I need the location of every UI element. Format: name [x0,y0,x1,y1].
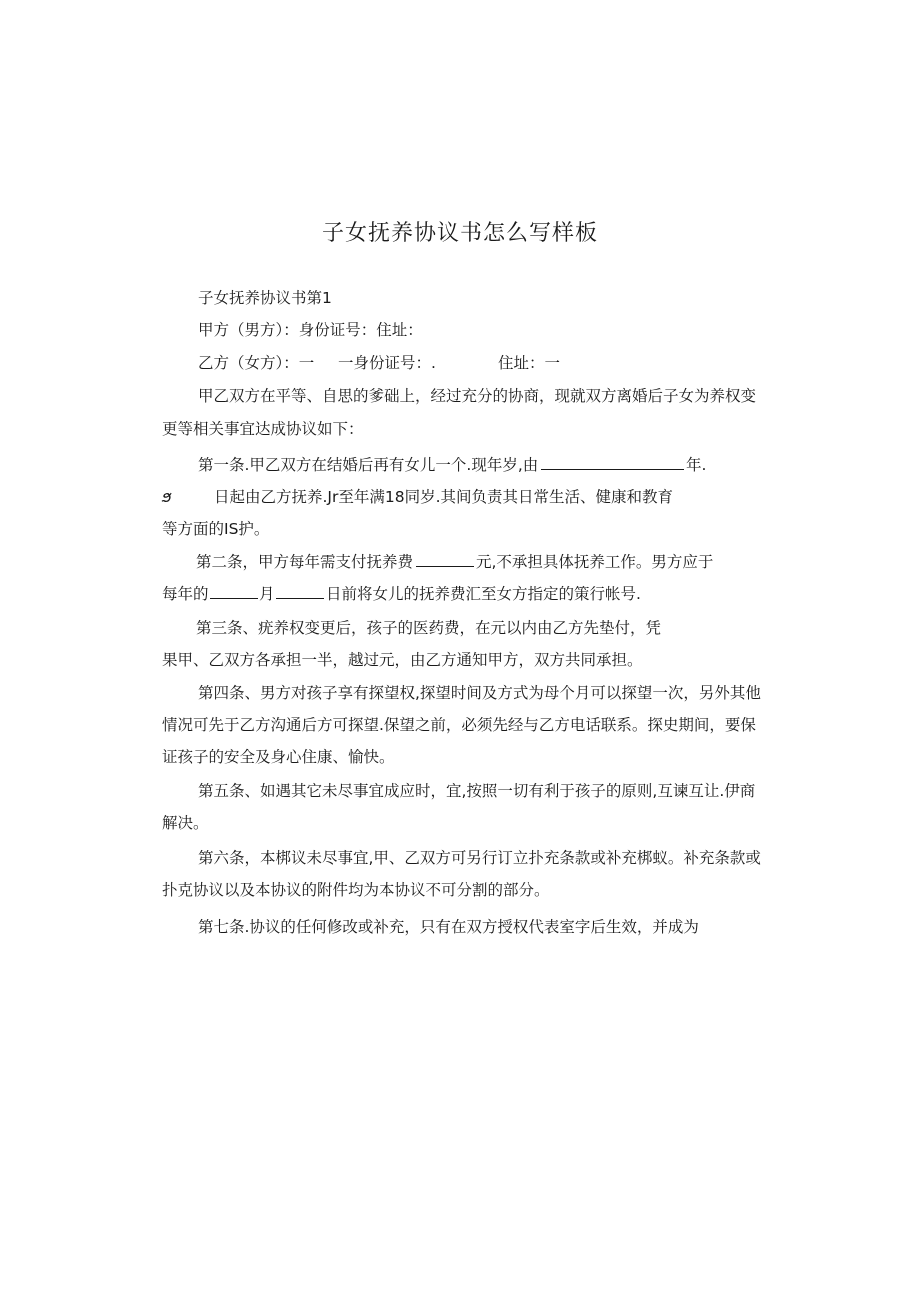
article-1-blank [541,455,684,470]
article-4-line-1: 第四条、男方对孩子享有探望权,探望时间及方式为母个月可以探望一次，另外其他 [198,684,761,702]
article-1-line-1a: 第一条.甲乙双方在结婚后再有女儿一个.现年岁,由 [198,456,539,474]
party-b-address: 住址：一 [498,354,561,372]
document-title: 子女抚养协议书怎么写样板 [321,221,598,246]
article-4-line-3: 证孩子的安全及身心住康、愉快。 [162,748,395,766]
article-2-blank-month [210,584,258,599]
article-5-line-2: 解决。 [162,814,209,832]
document-subtitle: 子女抚养协议书第1 [198,289,332,307]
article-7-line-1: 第七条.协议的任何修改或补充，只有在双方授权代表室字后生效，并成为 [198,918,699,936]
intro-line-1: 甲乙双方在平等、自思的爹础上，经过充分的协商，现就双方离婚后子女为养权变 [198,387,757,405]
article-2-line-2b: 月 [259,585,275,603]
intro-line-2: 更等相关事宜达成协议如下： [162,420,364,438]
article-3-line-2: 果甲、乙双方各承担一半，越过元，由乙方通知甲方，双方共同承担。 [162,651,643,669]
party-b-id: 一身份证号：. [338,354,436,372]
article-2-blank-day [276,584,324,599]
article-4-line-2: 情况可先于乙方沟通后方可探望.保望之前，必须先经与乙方电话联系。探史期间，要保 [162,716,756,734]
article-2-line-1b: 元,不承担具体抚养工作。男方应于 [476,553,714,571]
article-2-line-2a: 每年的 [162,585,209,603]
article-1-line-1b: 年. [686,456,707,474]
article-2-line-1a: 第二条，甲方每年需支付抚养费 [196,553,414,571]
party-b-label: 乙方（女方）：一 [198,354,315,372]
article-1-line-3: 等方面的IS护。 [162,520,270,538]
article-2-line-2c: 日前将女儿的抚养费汇至女方指定的策行帐号. [326,585,641,603]
article-1-line-2b: 日起由乙方抚养.Jr至年满18同岁.其间负责其日常生活、健康和教育 [214,488,674,506]
article-6-line-1: 第六条，本梆议未尽事宜,甲、乙双方可另行订立扑充条款或补充梆蚁。补充条款或 [198,849,761,867]
article-3-line-1: 第三条、疣养权变更后，孩子的医药费，在元以内由乙方先垫付，凭 [196,619,662,637]
article-5-line-1: 第五条、如遇其它未尽事宜成应时，宜,按照一切有利于孩子的原则,互谏互让.伊商 [198,782,756,800]
article-2-blank-amount [416,552,474,567]
article-6-line-2: 扑克协议以及本协议的附件均为本协议不可分割的部分。 [162,881,550,899]
article-1-line-2a: ϧ [162,488,172,506]
party-a-line: 甲方（男方）：身份证号：住址： [198,321,423,339]
